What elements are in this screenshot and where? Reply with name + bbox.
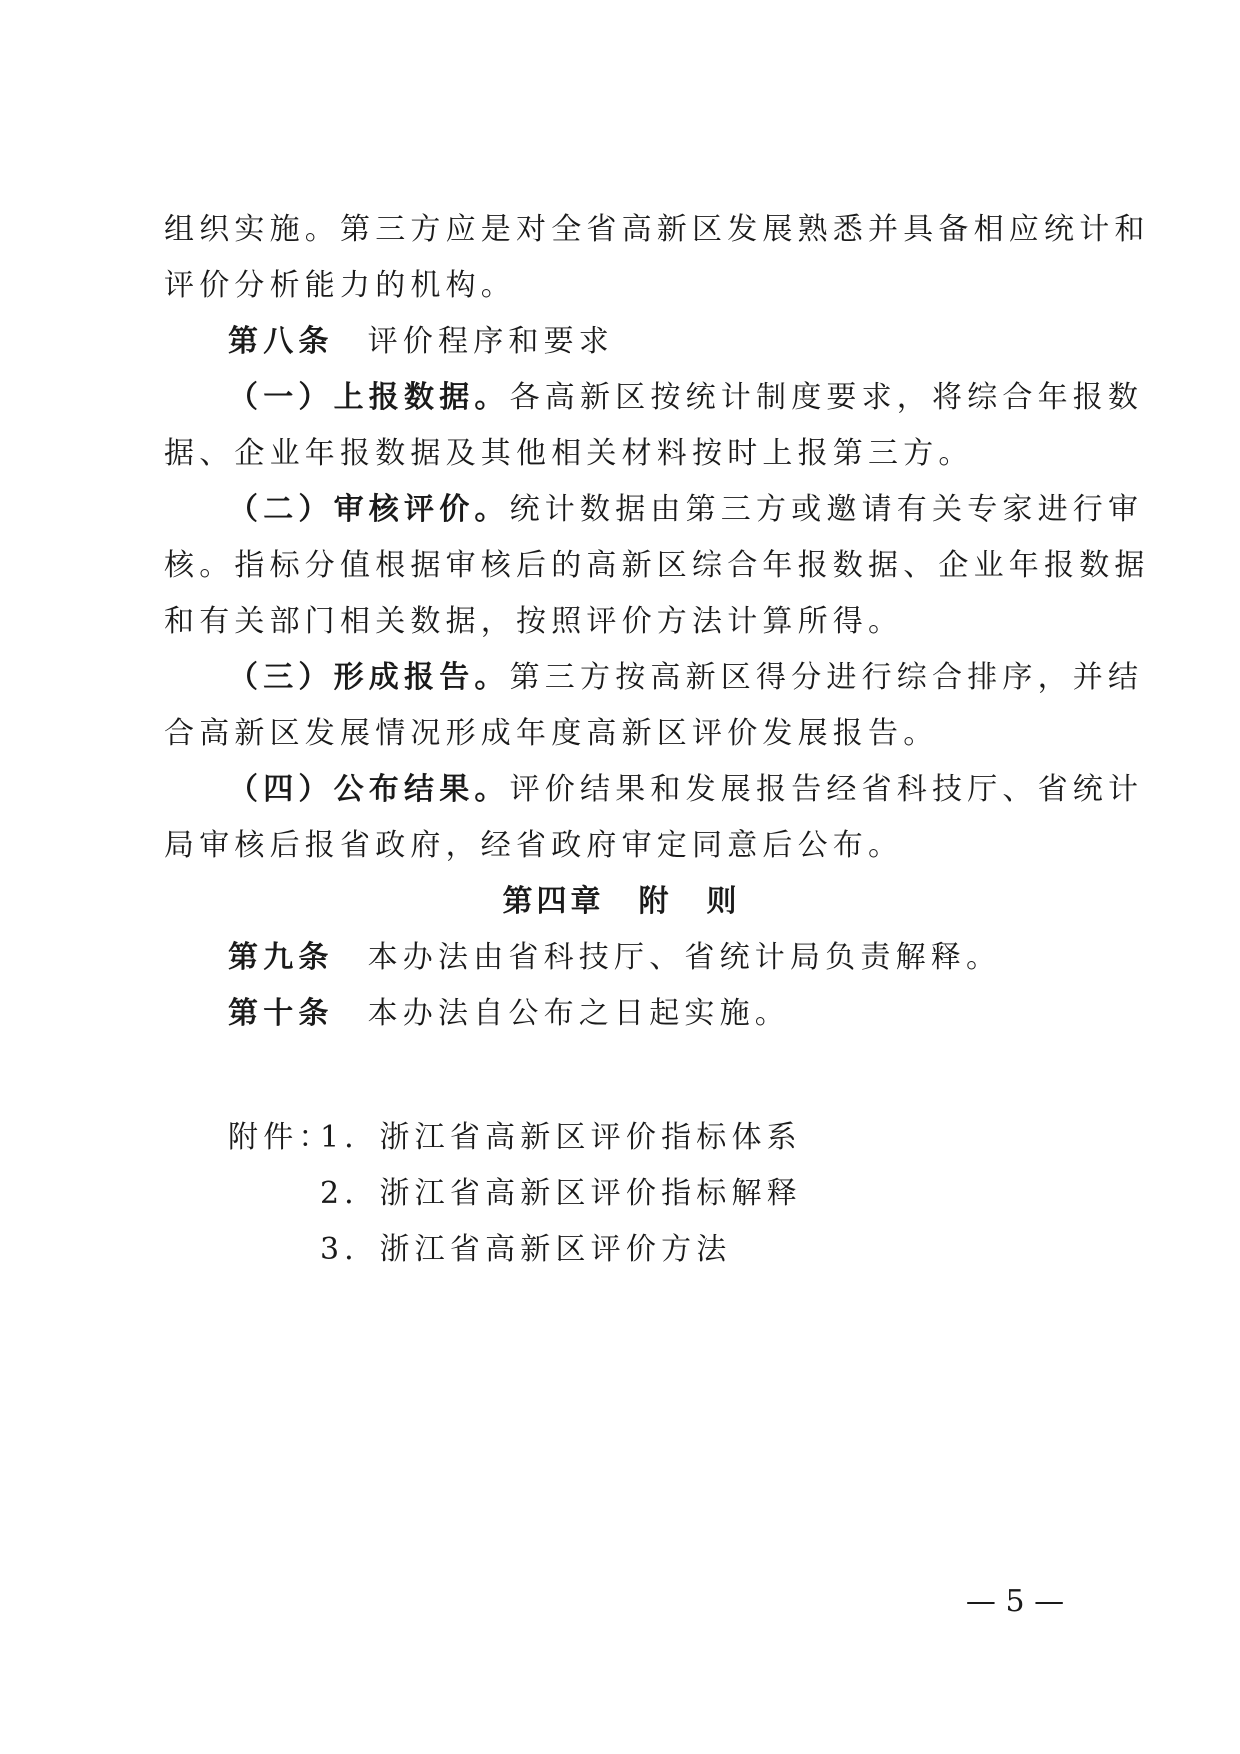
paragraph-line: 评价分析能力的机构。 bbox=[164, 268, 516, 303]
paragraph-line: 和有关部门相关数据，按照评价方法计算所得。 bbox=[164, 604, 904, 639]
article-text: 本办法自公布之日起实施。 bbox=[367, 996, 791, 1031]
item-text: 各高新区按统计制度要求，将综合年报数 bbox=[509, 380, 1144, 415]
item-heading: （四）公布结果。 bbox=[228, 772, 510, 807]
item-text: 统计数据由第三方或邀请有关专家进行审 bbox=[509, 492, 1144, 527]
item-heading: （三）形成报告。 bbox=[228, 660, 510, 695]
attachment-item: 1．浙江省高新区评价指标体系 bbox=[320, 1120, 802, 1155]
item-2-line-1 bbox=[228, 480, 1144, 540]
article-label: 第八条 bbox=[228, 324, 334, 359]
article-title: 评价程序和要求 bbox=[367, 324, 615, 359]
chapter-title: 第四章 附 则 bbox=[502, 884, 741, 919]
article-9 bbox=[228, 928, 1079, 988]
attachment-item: 2．浙江省高新区评价指标解释 bbox=[320, 1176, 802, 1211]
page-number: — 5 — bbox=[965, 1584, 1065, 1619]
item-text: 第三方按高新区得分进行综合排序，并结 bbox=[509, 660, 1144, 695]
item-text: 评价结果和发展报告经省科技厅、省统计 bbox=[509, 772, 1144, 807]
paragraph-line: 据、企业年报数据及其他相关材料按时上报第三方。 bbox=[164, 436, 974, 471]
article-label: 第十条 bbox=[228, 996, 334, 1031]
item-heading: （二）审核评价。 bbox=[228, 492, 510, 527]
article-label: 第九条 bbox=[228, 940, 334, 975]
paragraph-line: 合高新区发展情况形成年度高新区评价发展报告。 bbox=[164, 716, 939, 751]
article-8-heading bbox=[228, 312, 1079, 372]
paragraph-line: 局审核后报省政府，经省政府审定同意后公布。 bbox=[164, 828, 904, 863]
attachment-item: 3．浙江省高新区评价方法 bbox=[320, 1232, 732, 1267]
paragraph-line: 核。指标分值根据审核后的高新区综合年报数据、企业年报数据 bbox=[164, 548, 1150, 583]
item-4-line-1 bbox=[228, 760, 1144, 820]
item-1-line-1 bbox=[228, 368, 1144, 428]
paragraph-line: 组织实施。第三方应是对全省高新区发展熟悉并具备相应统计和 bbox=[164, 212, 1150, 247]
attachments-label: 附件： bbox=[228, 1120, 334, 1155]
article-10 bbox=[228, 984, 1079, 1044]
article-text: 本办法由省科技厅、省统计局负责解释。 bbox=[367, 940, 1002, 975]
item-heading: （一）上报数据。 bbox=[228, 380, 510, 415]
item-3-line-1 bbox=[228, 648, 1144, 708]
